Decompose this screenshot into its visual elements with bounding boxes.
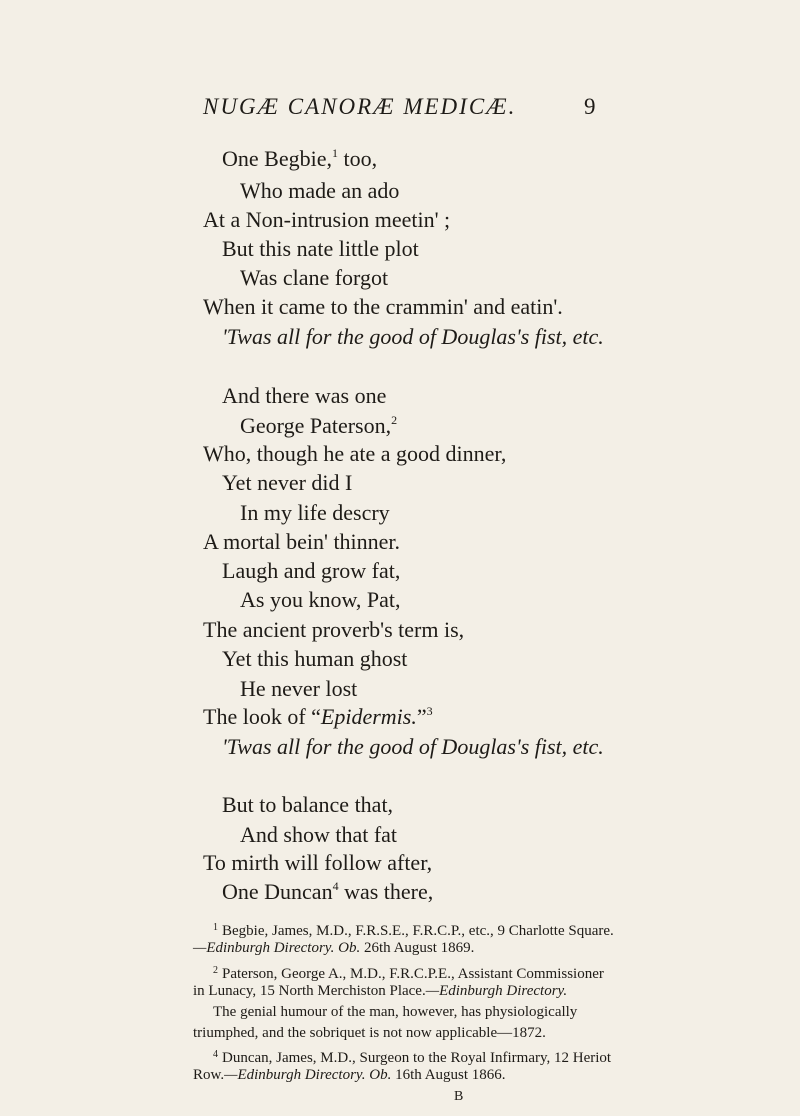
footnote-ref: 4 <box>332 879 339 893</box>
verse-line: To mirth will follow after, <box>203 850 433 875</box>
footnote-2-cont: in Lunacy, 15 North Merchiston Place.—Edinburgh Directory. <box>193 983 568 999</box>
page-number: 9 <box>584 94 596 119</box>
verse-line: Yet never did I <box>222 470 353 495</box>
verse-line: Was clane forgot <box>240 265 389 290</box>
verse-line: And there was one <box>222 383 387 408</box>
verse-line: As you know, Pat, <box>240 587 401 612</box>
footnote-3-cont: triumphed, and the sobriquet is not now applicable—1872. <box>193 1025 546 1041</box>
verse-line: Who made an ado <box>240 178 400 203</box>
verse-line: The look of “Epidermis.”$^3$ <box>203 704 433 729</box>
verse-line: In my life descry <box>240 500 390 525</box>
verse-line: He never lost <box>240 676 358 701</box>
footnote-ref: 2 <box>391 413 398 427</box>
verse-line: One Begbie,$^1$ too, <box>222 146 378 171</box>
verse-line: And show that fat <box>240 822 398 847</box>
footnote-4: $^4$ Duncan, James, M.D., Surgeon to the Royal Infirmary, 12 Heriot <box>213 1049 612 1066</box>
verse-line: One Duncan$^4$ was there, <box>222 879 434 904</box>
signature-mark: B <box>454 1089 464 1104</box>
verse-line: But this nate little plot <box>222 236 419 261</box>
verse-line: Yet this human ghost <box>222 646 408 671</box>
footnote-ref: 1 <box>331 146 338 160</box>
footnote-4-cont: Row.—Edinburgh Directory. Ob. 16th August 1866. <box>193 1067 506 1083</box>
footnote-1: $^1$ Begbie, James, M.D., F.R.S.E., F.R.C.P., etc., 9 Charlotte Square. <box>213 922 614 939</box>
verse-line: At a Non-intrusion meetin' ; <box>203 207 451 232</box>
footnote-2: $^2$ Paterson, George A., M.D., F.R.C.P.E., Assistant Commissioner <box>213 965 604 982</box>
footnote-ref: 3 <box>426 704 433 718</box>
verse-line: Laugh and grow fat, <box>222 558 401 583</box>
verse-line: When it came to the crammin' and eatin'. <box>203 294 563 319</box>
verse-line: George Paterson,$^2$ <box>240 413 398 438</box>
footnote-3: The genial humour of the man, however, has physiologically <box>213 1004 578 1020</box>
verse-line: A mortal bein' thinner. <box>203 529 401 554</box>
running-head <box>0 94 800 124</box>
refrain-line: 'Twas all for the good of Douglas's fist, etc. <box>222 324 604 349</box>
refrain-line: 'Twas all for the good of Douglas's fist, etc. <box>222 734 604 759</box>
verse-line: But to balance that, <box>222 792 394 817</box>
verse-line: Who, though he ate a good dinner, <box>203 441 507 466</box>
running-title: NUGÆ CANORÆ MEDICÆ. <box>203 94 517 119</box>
footnote-1-cont: —Edinburgh Directory. Ob. 26th August 1869. <box>193 940 475 956</box>
verse-line: The ancient proverb's term is, <box>203 617 465 642</box>
